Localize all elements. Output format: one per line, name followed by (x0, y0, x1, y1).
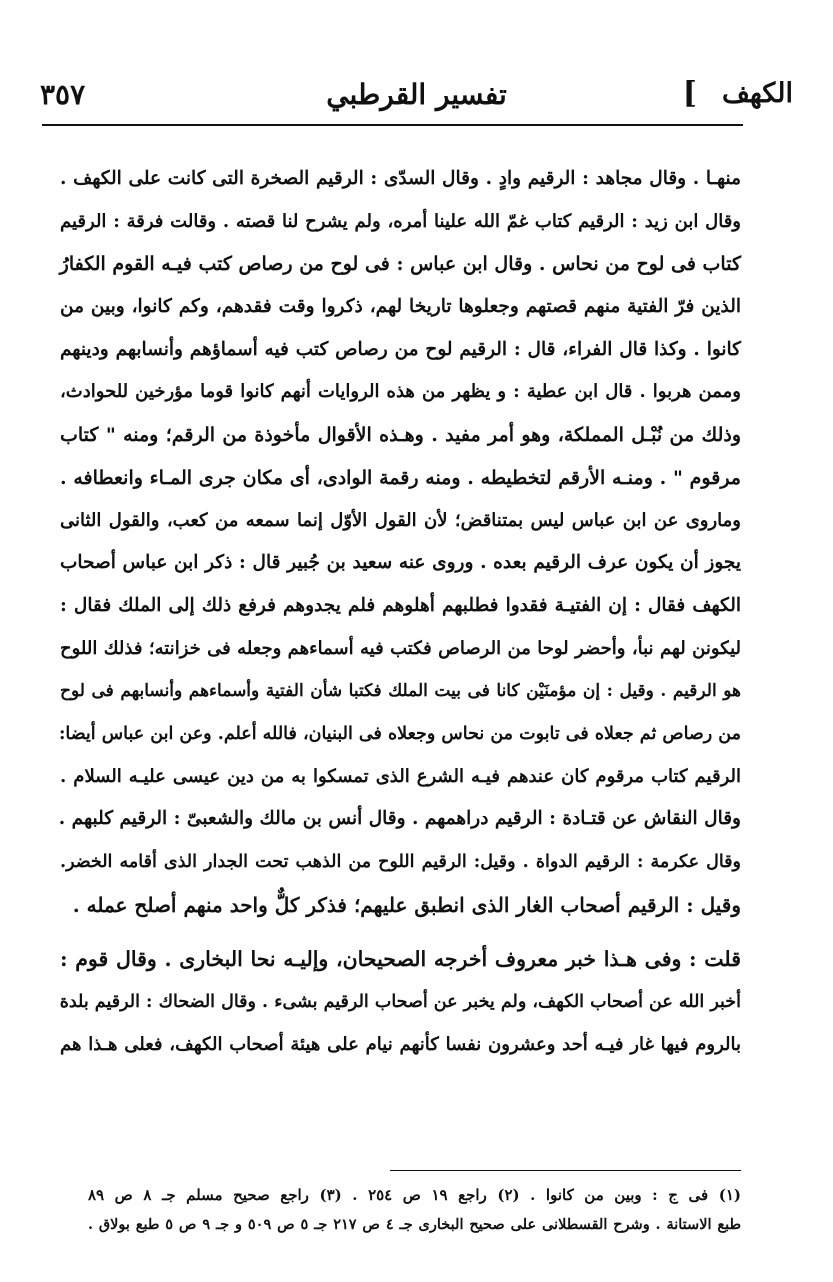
main-text (60, 158, 741, 1066)
text-line: منهـا . وقال مجاهد : الرقيم وادٍ . وقال السدّى : الرقيم الصخرة التى كانت على الكهف . (60, 168, 741, 189)
text-line: وقال عكرمة : الرقيم الدواة . وقيل: الرقيم اللوح من الذهب تحت الجدار الذى أقامه الخضر. (60, 852, 741, 872)
header-rule (42, 124, 743, 126)
book-title: تفسير القرطبي (326, 78, 507, 111)
text-line: الرقيم كتاب مرقوم كان عندهم فيـه الشرع الذى تمسكوا به من دين عيسى عليـه السلام . (60, 765, 741, 787)
text-line: كتاب فى لوح من نحاس . وقال ابن عباس : فى لوح من رصاص كتب فيـه القوم الكفارُ (59, 253, 741, 276)
text-line: كانوا . وكذا قال الفراء، قال : الرقيم لوح من رصاص كتب فيه أسماؤهم وأنسابهم ودينهم (60, 338, 741, 360)
text-line: وقيل : الرقيم أصحاب الغار الذى انطبق عليهم؛ فذكر كلٌّ واحد منهم أصلح عمله . (72, 892, 741, 917)
text-line: أخبر الله عن أصحاب الكهف، ولم يخبر عن أصحاب الرقيم بشىء . وقال الضحاك : الرقيم بلدة (59, 992, 741, 1013)
text-line: بالروم فيها غار فيـه أحد وعشرون نفسا كأنهم نيام على هيئة أصحاب الكهف، فعلى هـذا هم (60, 1033, 741, 1055)
header-bracket: ] (682, 76, 697, 111)
text-line: الكهف فقال : إن الفتيـة فقدوا فطلبهم أهلوهم فلم يجدوهم فرفع ذلك إلى الملك فقال : (60, 594, 741, 616)
text-line: هو الرقيم . وقيل : إن مؤمنَيْن كانا فى بيت الملك فكتبا شأن الفتية وأسماءهم وأنسابهم فى لوح (60, 681, 741, 702)
page-header (40, 78, 793, 128)
page-number: ٣٥٧ (40, 78, 86, 111)
text-line: الذين فرّ الفتية منهم قصتهم وجعلوها تاريخا لهم، ذكروا وقت فقدهم، وكم كانوا، وبين من (60, 296, 741, 318)
text-line: وذلك من نُبْـل المملكة، وهو أمر مفيد . وهـذه الأقوال مأخوذة من الرقم؛ ومنه " كتاب (60, 424, 741, 447)
footnote-line: (١) فى ج : وبين من كانوا . (٢) راجع ١٩ ص ٢٥٤ . (٣) راجع صحيح مسلم جـ ٨ ص ٨٩ (88, 1186, 741, 1204)
surah-name: الكهف (721, 78, 793, 109)
text-line: مرقوم " . ومنـه الأرقم لتخطيطه . ومنه رقمة الوادى، أى مكان جرى المـاء وانعطافه . (60, 466, 741, 489)
footnotes (88, 1180, 741, 1240)
text-line: ليكونن لهم نبأ، وأحضر لوحا من الرصاص فكتب فيه أسماءهم وجعله فى خزانته؛ فذلك اللوح (60, 637, 741, 659)
text-line: قلت : وفى هـذا خبر معروف أخرجه الصحيحان، وإليـه نحا البخارى . وقال قوم : (60, 947, 741, 972)
text-line: وقال ابن زيد : الرقيم كتاب غمّ الله علينا أمره، ولم يشرح لنا قصته . وقالت فرقة : الرقيم (60, 210, 741, 232)
footnote-line: طبع الاستانة . وشرح القسطلانى على صحيح البخارى جـ ٤ ص ٢١٧ جـ ٥ ص ٥٠٩ و جـ ٩ ص ٥ طبع بولاق . (88, 1216, 741, 1233)
text-line: وممن هربوا . قال ابن عطية : و يظهر من هذه الروايات أنهم كانوا قوما مؤرخين للحوادث، (60, 381, 741, 403)
text-line: وماروى عن ابن عباس ليس بمتناقض؛ لأن القول الأوّل إنما سمعه من كعب، والقول الثانى (60, 509, 741, 531)
text-line: يجوز أن يكون عرف الرقيم بعده . وروى عنه سعيد بن جُبير قال : ذكر ابن عباس أصحاب (60, 552, 741, 574)
footnote-rule (390, 1170, 741, 1171)
text-line: وقال النقاش عن قتـادة : الرقيم دراهمهم . وقال أنس بن مالك والشعبىّ : الرقيم كلبهم . (58, 808, 741, 830)
paragraph-gap (60, 926, 741, 938)
text-line: من رصاص ثم جعلاه فى تابوت من نحاس وجعلاه فى البنيان، فالله أعلم. وعن ابن عباس أيضا: (58, 723, 741, 744)
